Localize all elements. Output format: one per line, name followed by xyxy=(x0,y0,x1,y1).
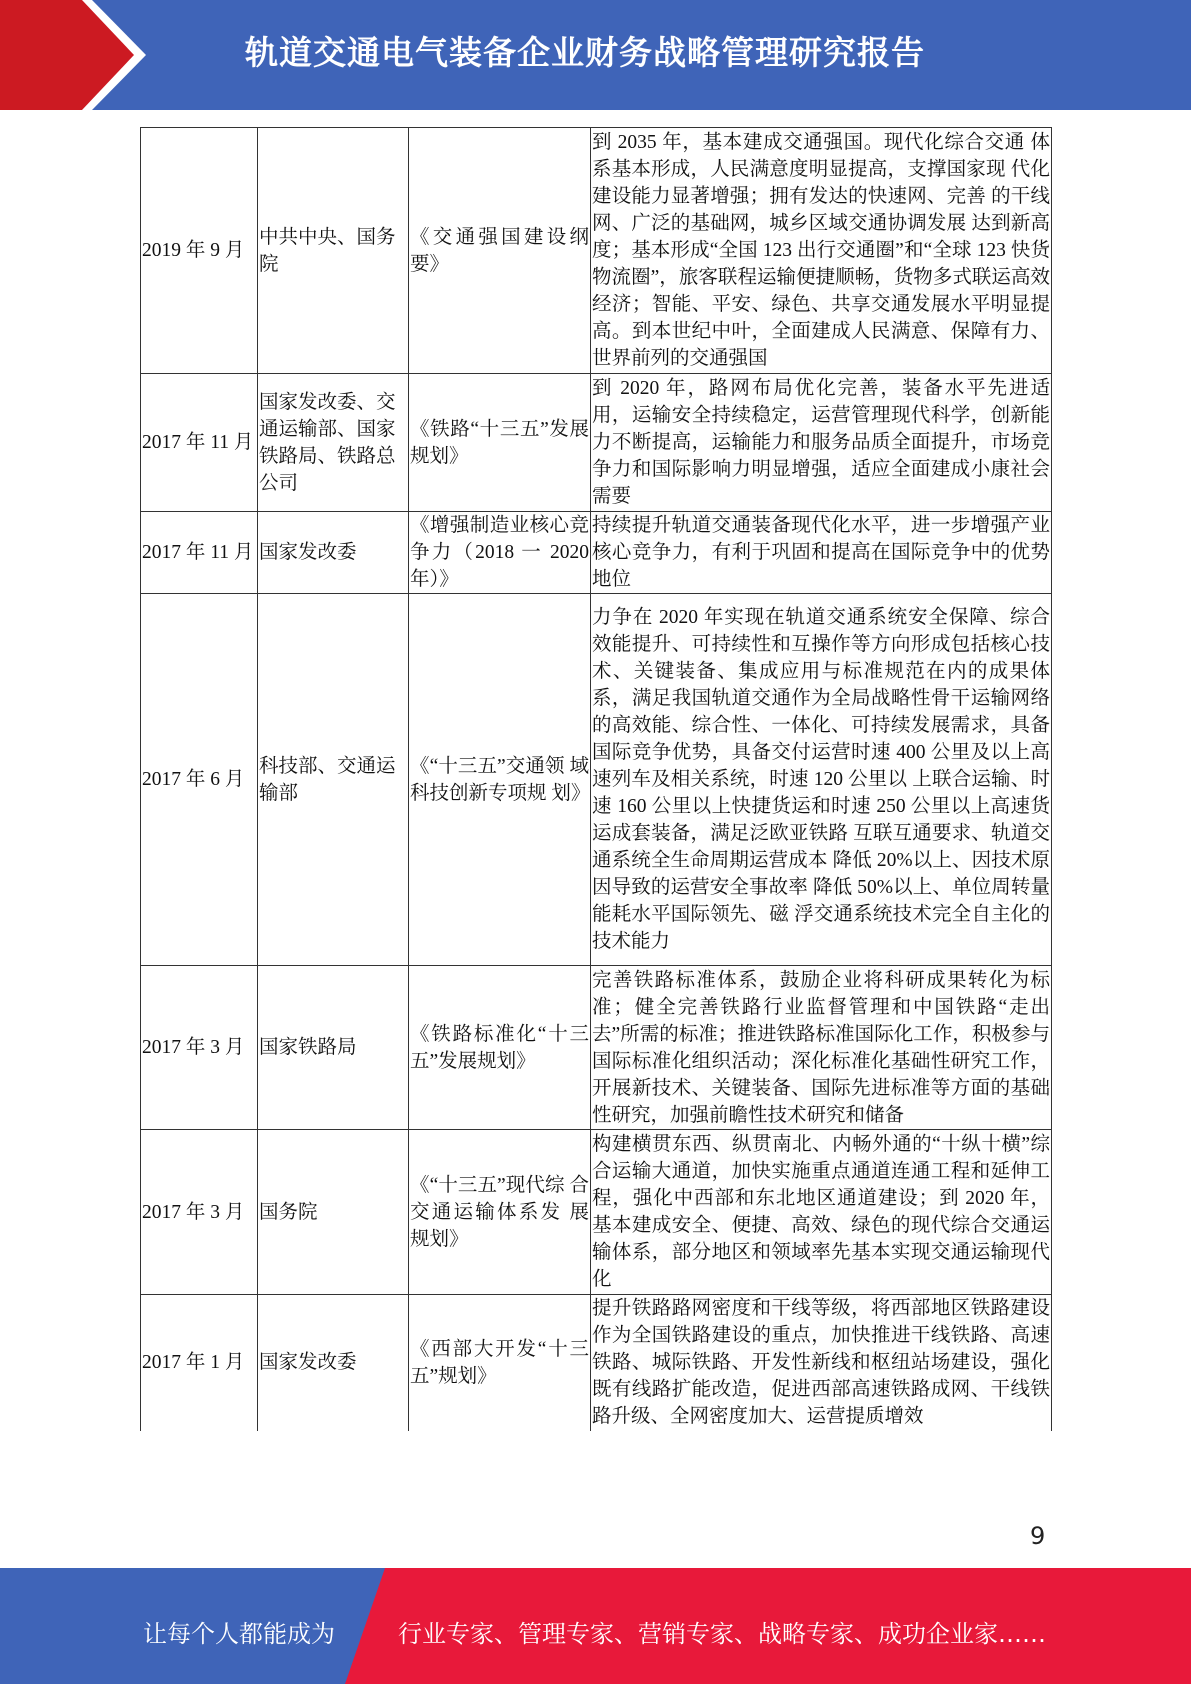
table-row xyxy=(141,512,1052,594)
date-cell: 2019 年 9 月 xyxy=(141,128,258,374)
content-cell: 到 2035 年，基本建成交通强国。现代化综合交通 体系基本形成，人民满意度明显提高，支撑国家现 代化建设能力显著增强；拥有发达的快速网、完善 的干线网、广泛的基础网，城乡区域交通协调发展 达到新高度；基本形成“全国 123 出行交通圈”和“全球 123 快货物流圈”，旅客联程运输便捷顺畅，货物多式联运高效经济；智能、平安、绿色、共享交通发展水平明显提高。到本世纪中叶，全面建成人民满意、保障有力、世界前列的交通强国 xyxy=(591,128,1052,374)
content-cell: 到 2020 年，路网布局优化完善，装备水平先进适用，运输安全持续稳定，运营管理现代科学，创新能力不断提高，运输能力和服务品质全面提升，市场竞争力和国际影响力明显增强，适应全面建成小康社会需要 xyxy=(591,374,1052,512)
issuer-cell: 国家发改委、交通运输部、国家铁路局、铁路总公司 xyxy=(258,374,409,512)
footer-slogan-left: 让每个人都能成为 xyxy=(143,1620,335,1648)
issuer-cell: 国家铁路局 xyxy=(258,966,409,1130)
content-cell: 提升铁路路网密度和干线等级，将西部地区铁路建设作为全国铁路建设的重点，加快推进干线铁路、高速铁路、城际铁路、开发性新线和枢纽站场建设，强化既有线路扩能改造，促进西部高速铁路成网、干线铁路升级、全网密度加大、运营提质增效 xyxy=(591,1295,1052,1431)
document-cell: 《铁路标准化“十三五”发展规划》 xyxy=(409,966,591,1130)
policy-table xyxy=(140,127,1052,1431)
footer-slogan-right: 行业专家、管理专家、营销专家、战略专家、成功企业家…… xyxy=(398,1620,1046,1648)
date-cell: 2017 年 1 月 xyxy=(141,1295,258,1431)
page-number: 9 xyxy=(1030,1522,1046,1550)
table-row xyxy=(141,594,1052,966)
document-cell: 《西部大开发“十三五”规划》 xyxy=(409,1295,591,1431)
document-cell: 《“十三五”交通领 域科技创新专项规 划》 xyxy=(409,594,591,966)
issuer-cell: 国家发改委 xyxy=(258,512,409,594)
header-red-arrow-shape xyxy=(0,0,150,110)
table-row xyxy=(141,374,1052,512)
document-cell: 《增强制造业核心竞争力（2018 一 2020 年）》 xyxy=(409,512,591,594)
content-cell: 力争在 2020 年实现在轨道交通系统安全保障、综合效能提升、可持续性和互操作等方向形成包括核心技术、关键装备、集成应用与标准规范在内的成果体系，满足我国轨道交通作为全局战略性骨干运输网络的高效能、综合性、一体化、可持续发展需求，具备国际竞争优势，具备交付运营时速 400 公里及以上高速列车及相关系统，时速 120 公里以 上联合运输、时速 160 公里以上快捷货运和时速 250 公里以上高速货运成套装备，满足泛欧亚铁路 互联互通要求、轨道交通系统全生命周期运营成本 降低 20%以上、因技术原因导致的运营安全事故率 降低 50%以上、单位周转量能耗水平国际领先、磁 浮交通系统技术完全自主化的技术能力 xyxy=(591,594,1052,966)
page-header xyxy=(0,0,1191,110)
date-cell: 2017 年 11 月 xyxy=(141,512,258,594)
content-cell: 持续提升轨道交通装备现代化水平，进一步增强产业核心竞争力，有利于巩固和提高在国际竞争中的优势地位 xyxy=(591,512,1052,594)
content-cell: 构建横贯东西、纵贯南北、内畅外通的“十纵十横”综合运输大通道，加快实施重点通道连通工程和延伸工程，强化中西部和东北地区通道建设；到 2020 年，基本建成安全、便捷、高效、绿色的现代综合交通运输体系，部分地区和领域率先基本实现交通运输现代化 xyxy=(591,1130,1052,1295)
date-cell: 2017 年 6 月 xyxy=(141,594,258,966)
date-cell: 2017 年 3 月 xyxy=(141,966,258,1130)
table-row xyxy=(141,128,1052,374)
table-row xyxy=(141,1130,1052,1295)
document-cell: 《交通强国建设纲要》 xyxy=(409,128,591,374)
table-row xyxy=(141,966,1052,1130)
issuer-cell: 国家发改委 xyxy=(258,1295,409,1431)
table-row xyxy=(141,1295,1052,1431)
issuer-cell: 中共中央、国务院 xyxy=(258,128,409,374)
issuer-cell: 科技部、交通运输部 xyxy=(258,594,409,966)
content-cell: 完善铁路标准体系，鼓励企业将科研成果转化为标准；健全完善铁路行业监督管理和中国铁路“走出去”所需的标准；推进铁路标准国际化工作，积极参与国际标准化组织活动；深化标准化基础性研究工作，开展新技术、关键装备、国际先进标准等方面的基础性研究，加强前瞻性技术研究和储备 xyxy=(591,966,1052,1130)
document-cell: 《“十三五”现代综 合交通运输体系发 展规划》 xyxy=(409,1130,591,1295)
document-cell: 《铁路“十三五”发展规划》 xyxy=(409,374,591,512)
date-cell: 2017 年 11 月 xyxy=(141,374,258,512)
date-cell: 2017 年 3 月 xyxy=(141,1130,258,1295)
report-title: 轨道交通电气装备企业财务战略管理研究报告 xyxy=(245,33,925,72)
issuer-cell: 国务院 xyxy=(258,1130,409,1295)
